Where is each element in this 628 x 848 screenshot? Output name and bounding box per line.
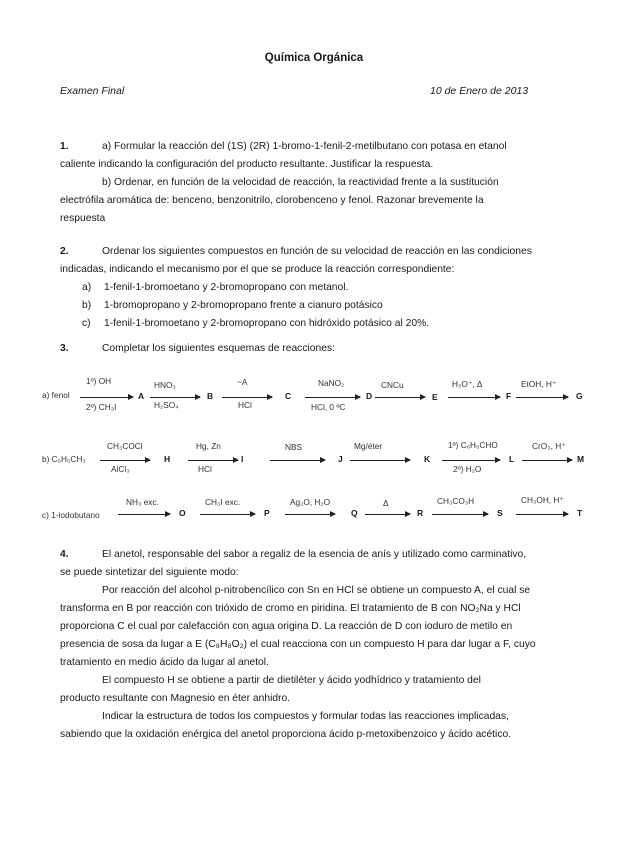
- compound-label: H: [164, 454, 171, 464]
- reagent: Hg, Zn: [196, 441, 221, 451]
- q1-b-line1: b) Ordenar, en función de la velocidad de reacción, la reactividad frente a la sustitución: [102, 177, 499, 188]
- exam-date: 10 de Enero de 2013: [430, 85, 529, 97]
- q4-p2-line3: proporciona C el cual por calefacción con agua origina D. La reacción de D con ioduro de metilo en: [60, 621, 513, 632]
- question-number: 4.: [60, 549, 69, 560]
- compound-label: S: [497, 508, 503, 518]
- reagent: 1º) C₆H₅CHO: [448, 440, 498, 450]
- reaction-arrow: [118, 514, 170, 515]
- reagent: H₂SO₄: [154, 400, 179, 410]
- reaction-arrow: [516, 397, 568, 398]
- compound-label: O: [179, 508, 186, 518]
- start-compound: a) fenol: [42, 390, 70, 400]
- reagent: NaNO₂: [318, 378, 345, 388]
- q2-line1: Ordenar los siguientes compuestos en función de su velocidad de reacción en las condiciones: [102, 246, 532, 257]
- reagent: 2º) H₂O: [453, 464, 482, 474]
- list-item: b) 1-bromopropano y 2-bromopropano frente a cianuro potásico: [82, 300, 383, 311]
- reaction-arrow: [432, 514, 488, 515]
- list-item: c) 1-fenil-1-bromoetano y 2-bromopropano con hidróxido potásico al 20%.: [82, 318, 430, 329]
- start-compound: b) C₆H₅CH₃: [42, 454, 86, 464]
- reagent: Mg/éter: [354, 441, 383, 451]
- compound-label: F: [506, 391, 512, 401]
- compound-label: P: [264, 508, 270, 518]
- reaction-arrow: [100, 460, 150, 461]
- reagent: 2º) CH₃I: [86, 402, 117, 412]
- reagent: CH₃CO₃H: [437, 496, 475, 506]
- compound-label: M: [577, 454, 585, 464]
- reagent: AlCl₃: [111, 464, 130, 474]
- reagent: Ag₂O, H₂O: [290, 497, 331, 507]
- question-2: [60, 243, 565, 279]
- q4-p2-line1: Por reacción del alcohol p-nitrobencílico con Sn en HCl se obtiene un compuesto A, el cual se: [102, 585, 531, 596]
- reaction-arrow: [150, 397, 200, 398]
- exam-label: Examen Final: [60, 85, 125, 97]
- q4-p4-line2: sabiendo que la oxidación enérgica del anetol proporciona ácido p-metoxibenzoico y ácido acético.: [60, 729, 512, 740]
- compound-label: G: [576, 391, 583, 401]
- page-title: Química Orgánica: [264, 52, 364, 64]
- reagent: Δ: [383, 498, 389, 508]
- reagent: 1º) OH: [86, 376, 112, 386]
- reagent: CNCu: [381, 380, 404, 390]
- reaction-arrow: [80, 397, 133, 398]
- q4-p4-line1: Indicar la estructura de todos los compuestos y formular todas las reacciones implicadas,: [102, 711, 509, 722]
- reaction-arrow: [305, 397, 360, 398]
- reaction-arrow: [448, 397, 500, 398]
- q1-b-line2: electrófila aromática de: benceno, benzonitrilo, clorobenceno y fenol. Razonar brevemente la: [60, 195, 484, 206]
- question-number: 2.: [60, 246, 69, 257]
- reagent: CH₃I exc.: [205, 497, 241, 507]
- reaction-arrow: [222, 397, 272, 398]
- reagent: HCl: [238, 400, 252, 410]
- reaction-arrow: [365, 514, 410, 515]
- q4-p3-line2: producto resultante con Magnesio en éter anhidro.: [60, 693, 291, 704]
- reaction-arrow: [188, 460, 238, 461]
- compound-label: Q: [351, 508, 358, 518]
- reagent: HNO₃: [154, 380, 176, 390]
- start-compound: c) 1-iodobutano: [42, 510, 100, 520]
- reagent: CH₃COCl: [107, 441, 143, 451]
- q1-b-line3: respuesta: [60, 213, 106, 224]
- reagent: HCl: [198, 464, 212, 474]
- question-number: 3.: [60, 343, 69, 354]
- reaction-arrow: [350, 460, 410, 461]
- reagent: NH₃ exc.: [126, 497, 159, 507]
- q2-line2: indicadas, indicando el mecanismo por el que se produce la reacción correspondiente:: [60, 264, 455, 275]
- reagent: CrO₃, H⁺: [532, 441, 566, 451]
- reaction-arrow: [375, 397, 425, 398]
- reagent: HCl, 0 ºC: [311, 402, 346, 412]
- q4-p1-line2: se puede sintetizar del siguiente modo:: [60, 567, 239, 578]
- reagent: EtOH, H⁺: [521, 379, 557, 389]
- reaction-arrow: [522, 460, 572, 461]
- reagent: CH₃OH, H⁺: [521, 495, 564, 505]
- compound-label: D: [366, 391, 373, 401]
- question-1: [60, 138, 565, 228]
- reagent: ~A: [237, 377, 248, 387]
- q4-p3-line1: El compuesto H se obtiene a partir de dietiléter y ácido yodhídrico y tratamiento del: [102, 675, 481, 686]
- q4-p2-line5: tratamiento en medio ácido da lugar al anetol.: [60, 657, 269, 668]
- reagent: NBS: [285, 442, 303, 452]
- compound-label: T: [577, 508, 583, 518]
- reaction-arrow: [200, 514, 255, 515]
- q1-a-line2: caliente indicando la configuración del producto resultante. Justificar la respuesta.: [60, 159, 434, 170]
- compound-label: K: [424, 454, 431, 464]
- reaction-arrow: [285, 514, 335, 515]
- compound-label: R: [417, 508, 424, 518]
- compound-label: I: [241, 454, 244, 464]
- reagent: H₃O⁺, Δ: [452, 379, 483, 389]
- q4-p2-line4: presencia de sosa da lugar a E (C₈H₈O₂) el cual reacciona con un compuesto H para dar lugar a F, cuyo: [60, 639, 536, 650]
- compound-label: J: [338, 454, 343, 464]
- q1-a-line1: a) Formular la reacción del (1S) (2R) 1-bromo-1-fenil-2-metilbutano con potasa en etanol: [102, 141, 507, 152]
- compound-label: L: [509, 454, 515, 464]
- q4-p2-line2: transforma en B por reacción con trióxido de cromo en piridina. El tratamiento de B con NO₂Na y HCl: [60, 603, 521, 614]
- reaction-arrow: [516, 514, 568, 515]
- compound-label: C: [285, 391, 292, 401]
- q3-text: Completar los siguientes esquemas de reacciones:: [102, 343, 335, 354]
- question-4: [60, 546, 565, 744]
- compound-label: A: [138, 391, 145, 401]
- q2-list: [82, 279, 429, 333]
- compound-label: B: [207, 391, 214, 401]
- reaction-arrow: [270, 460, 325, 461]
- question-3: [60, 340, 565, 358]
- compound-label: E: [432, 392, 438, 402]
- q4-p1-line1: El anetol, responsable del sabor a regaliz de la esencia de anís y utilizado como carminativo,: [102, 549, 527, 560]
- reaction-arrow: [442, 460, 500, 461]
- list-item: a) 1-fenil-1-bromoetano y 2-bromopropano con metanol.: [82, 282, 349, 293]
- question-number: 1.: [60, 141, 69, 152]
